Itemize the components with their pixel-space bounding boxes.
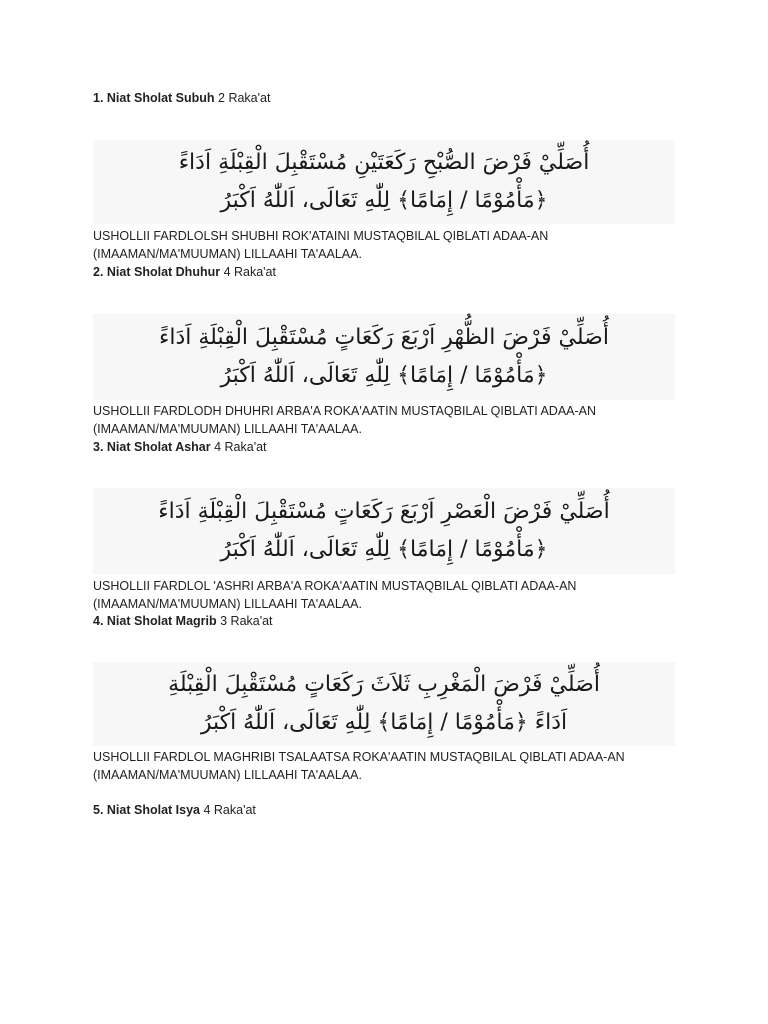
heading-label: 3. Niat Sholat Ashar bbox=[93, 440, 211, 454]
heading-rakaat: 2 Raka'at bbox=[214, 91, 271, 105]
transliteration-line: (IMAAMAN/MA'MUUMAN) LILLAAHI TA'AALAA. bbox=[93, 422, 362, 436]
transliteration-line: (IMAAMAN/MA'MUUMAN) LILLAAHI TA'AALAA. bbox=[93, 247, 362, 261]
section-heading-magrib bbox=[93, 613, 273, 629]
heading-rakaat: 4 Raka'at bbox=[210, 440, 267, 454]
transliteration-line: USHOLLII FARDLOL 'ASHRI ARBA'A ROKA'AATIN MUSTAQBILAL QIBLATI ADAA-AN bbox=[93, 579, 577, 593]
section-heading-dhuhur bbox=[93, 264, 276, 280]
transliteration-ashar bbox=[93, 577, 713, 613]
arabic-text-image-dhuhur bbox=[93, 314, 675, 400]
heading-label: 5. Niat Sholat Isya bbox=[93, 803, 200, 817]
transliteration-magrib bbox=[93, 748, 713, 784]
arabic-text-image-ashar bbox=[93, 488, 675, 574]
section-heading-subuh bbox=[93, 90, 270, 106]
heading-label: 4. Niat Sholat Magrib bbox=[93, 614, 217, 628]
section-heading-ashar bbox=[93, 439, 267, 455]
transliteration-line: USHOLLII FARDLODH DHUHRI ARBA'A ROKA'AATIN MUSTAQBILAL QIBLATI ADAA-AN bbox=[93, 404, 597, 418]
arabic-line: اَدَاءً ﴿مَأْمُوْمًا / إِمَامًا﴾ لِلّٰهِ تَعَالَى، اَللّٰهُ اَكْبَرُ bbox=[200, 710, 568, 735]
heading-rakaat: 4 Raka'at bbox=[220, 265, 276, 279]
transliteration-subuh bbox=[93, 227, 713, 263]
transliteration-line: USHOLLII FARDLOL MAGHRIBI TSALAATSA ROKA'AATIN MUSTAQBILAL QIBLATI ADAA-AN bbox=[93, 750, 625, 764]
arabic-line: أُصَلِّيْ فَرْضَ الظُّهْرِ اَرْبَعَ رَكَعَاتٍ مُسْتَقْبِلَ الْقِبْلَةِ اَدَاءً bbox=[159, 325, 609, 350]
heading-label: 1. Niat Sholat Subuh bbox=[93, 91, 215, 105]
arabic-line: أُصَلِّيْ فَرْضَ الْعَصْرِ اَرْبَعَ رَكَعَاتٍ مُسْتَقْبِلَ الْقِبْلَةِ اَدَاءً bbox=[158, 499, 610, 524]
transliteration-dhuhur bbox=[93, 402, 713, 438]
arabic-line: ﴿مَأْمُوْمًا / إِمَامًا﴾ لِلّٰهِ تَعَالَى، اَللّٰهُ اَكْبَرُ bbox=[220, 363, 548, 388]
arabic-text-image-subuh bbox=[93, 140, 675, 224]
arabic-line: أُصَلِّيْ فَرْضَ الْمَغْرِبِ ثَلاَثَ رَكَعَاتٍ مُسْتَقْبِلَ الْقِبْلَةِ bbox=[168, 672, 600, 697]
heading-label: 2. Niat Sholat Dhuhur bbox=[93, 265, 221, 279]
transliteration-line: (IMAAMAN/MA'MUUMAN) LILLAAHI TA'AALAA. bbox=[93, 768, 362, 782]
arabic-line: أُصَلِّيْ فَرْضَ الصُّبْحِ رَكَعَتَيْنِ مُسْتَقْبِلَ الْقِبْلَةِ اَدَاءً bbox=[178, 150, 590, 175]
transliteration-line: USHOLLII FARDLOLSH SHUBHI ROK'ATAINI MUSTAQBILAL QIBLATI ADAA-AN bbox=[93, 229, 549, 243]
transliteration-line: (IMAAMAN/MA'MUUMAN) LILLAAHI TA'AALAA. bbox=[93, 597, 362, 611]
arabic-line: ﴿مَأْمُوْمًا / إِمَامًا﴾ لِلّٰهِ تَعَالَى، اَللّٰهُ اَكْبَرُ bbox=[220, 537, 548, 562]
section-heading-isya bbox=[93, 802, 256, 818]
arabic-line: ﴿مَأْمُوْمًا / إِمَامًا﴾ لِلّٰهِ تَعَالَى، اَللّٰهُ اَكْبَرُ bbox=[220, 188, 548, 213]
arabic-text-image-magrib bbox=[93, 662, 675, 746]
heading-rakaat: 3 Raka'at bbox=[216, 614, 273, 628]
heading-rakaat: 4 Raka'at bbox=[199, 803, 256, 817]
